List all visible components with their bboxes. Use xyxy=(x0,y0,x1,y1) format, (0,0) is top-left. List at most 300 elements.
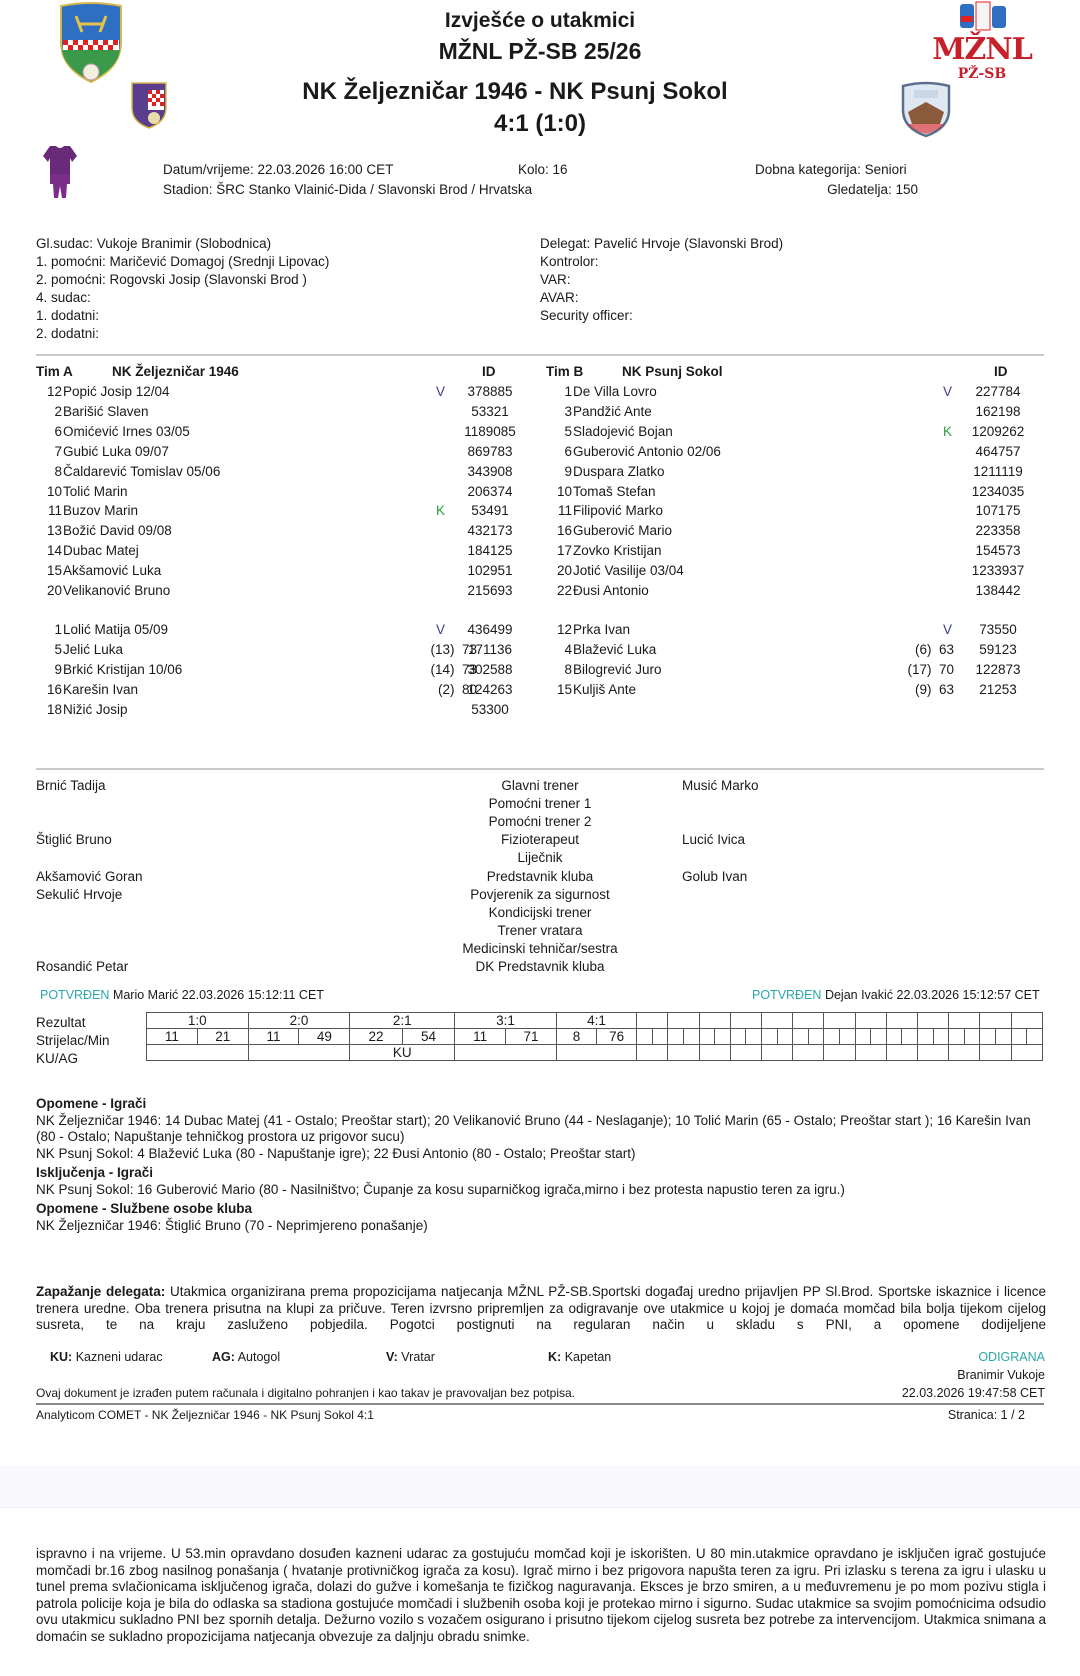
report-title: Izvješće o utakmici xyxy=(444,9,636,32)
player-name: Blažević Luka xyxy=(573,641,657,657)
goal-minute: 76 xyxy=(609,1029,625,1044)
match-category: Dobna kategorija: Seniori xyxy=(755,162,907,177)
match-score: 4:1 (1:0) xyxy=(493,110,587,137)
player-id: 223358 xyxy=(975,523,1021,539)
home-confirmation-detail: Mario Marić 22.03.2026 15:12:11 CET xyxy=(112,988,324,1002)
score-type-cell xyxy=(980,1045,1011,1061)
player-name: Tolić Marin xyxy=(63,483,128,499)
score-type-cell xyxy=(556,1045,636,1061)
player-id: 107175 xyxy=(975,503,1021,519)
goal-minute xyxy=(715,1029,730,1044)
cautions-section xyxy=(36,1096,1046,1234)
match-round: Kolo: 16 xyxy=(518,162,568,177)
player-id: 184125 xyxy=(467,543,513,559)
player-id: 53491 xyxy=(471,503,509,519)
player-id: 1233937 xyxy=(971,563,1025,579)
staff-role: Predstavnik kluba xyxy=(486,868,594,884)
captain-marker: K xyxy=(943,423,953,439)
cautions-players-title: Opomene - Igrači xyxy=(36,1096,147,1111)
score-type-cell xyxy=(147,1045,249,1061)
referee-fourth: 4. sudac: xyxy=(36,290,91,305)
player-name: Đusi Antonio xyxy=(573,583,649,598)
score-result-cell xyxy=(980,1013,1011,1029)
player-id: 869783 xyxy=(467,443,513,459)
page-break xyxy=(0,1465,1080,1508)
team-b-name: NK Psunj Sokol xyxy=(622,364,723,379)
goalkeeper-marker: V xyxy=(943,622,953,637)
player-row xyxy=(0,444,1080,462)
team-b-label: Tim B xyxy=(546,364,584,379)
player-number: 9 xyxy=(54,661,62,677)
player-row xyxy=(0,563,1080,581)
scorer-number: 22 xyxy=(350,1029,402,1044)
goal-minute xyxy=(653,1029,668,1044)
referee-assistant-1: 1. pomoćni: Maričević Domagoj (Srednji Lipovac) xyxy=(36,254,330,269)
goal-minute xyxy=(840,1029,855,1044)
substitution-info: (6) 63 xyxy=(914,641,954,657)
score-row-type xyxy=(147,1045,1043,1061)
referee-additional-1: 1. dodatni: xyxy=(36,308,100,323)
goalkeeper-marker: V xyxy=(436,622,446,637)
player-number: 7 xyxy=(54,443,62,459)
player-number: 8 xyxy=(564,661,572,677)
legend-value: Kazneni udarac xyxy=(75,1350,163,1364)
scorer-number xyxy=(1012,1029,1028,1044)
player-name: Filipović Marko xyxy=(573,503,664,519)
player-name: Božić David 09/08 xyxy=(63,523,172,539)
match-stadium: Stadion: ŠRC Stanko Vlainić-Dida / Slavonski Brod / Hrvatska xyxy=(163,182,533,197)
score-result-cell xyxy=(637,1013,668,1029)
player-number: 20 xyxy=(556,563,572,579)
scorer-number: 11 xyxy=(249,1029,300,1044)
legend-ag xyxy=(212,1350,280,1364)
score-scorer-cell xyxy=(248,1029,350,1045)
delegate: Delegat: Pavelić Hrvoje (Slavonski Brod) xyxy=(540,236,784,251)
score-type-cell xyxy=(455,1045,557,1061)
staff-away-name: Lucić Ivica xyxy=(682,832,746,848)
cautions-players-away: NK Psunj Sokol: 4 Blažević Luka (80 - Napuštanje igre); 22 Đusi Antonio (80 - Ostalo; Preoštar start) xyxy=(36,1145,636,1161)
score-result-cell xyxy=(699,1013,730,1029)
score-scorer-cell xyxy=(730,1029,761,1045)
player-id: 1211119 xyxy=(973,463,1023,479)
score-scorer-cell xyxy=(762,1029,793,1045)
goal-minute xyxy=(996,1029,1011,1044)
score-scorer-cell xyxy=(855,1029,886,1045)
player-name: Pandžić Ante xyxy=(573,403,652,419)
avar: AVAR: xyxy=(540,290,579,305)
score-row-label-scorer: Strijelac/Min xyxy=(36,1033,110,1048)
player-number: 22 xyxy=(556,583,572,598)
player-id: 206374 xyxy=(467,483,513,499)
player-number: 20 xyxy=(46,583,62,598)
player-name: Prka Ivan xyxy=(573,622,631,637)
score-row-label-type: KU/AG xyxy=(36,1051,79,1066)
player-name: Akšamović Luka xyxy=(63,563,162,579)
player-id: 1209262 xyxy=(971,423,1025,439)
legend-v xyxy=(386,1350,435,1364)
player-number: 9 xyxy=(564,463,572,479)
score-result-cell xyxy=(762,1013,793,1029)
delegate-note xyxy=(36,1284,1046,1334)
score-scorer-cell xyxy=(824,1029,855,1045)
player-id: 215693 xyxy=(467,583,513,598)
player-name: Guberović Mario xyxy=(573,523,673,539)
staff-role: DK Predstavnik kluba xyxy=(475,959,605,974)
score-type-cell xyxy=(886,1045,917,1061)
score-result-cell xyxy=(668,1013,699,1029)
player-number: 5 xyxy=(54,641,62,657)
player-name: Duspara Zlatko xyxy=(573,463,665,479)
player-id: 302588 xyxy=(467,661,513,677)
player-row xyxy=(0,384,1080,402)
divider xyxy=(36,354,1044,356)
legend-key: K: xyxy=(548,1350,562,1364)
player-id: 59123 xyxy=(979,641,1017,657)
cautions-officials-title: Opomene - Službene osobe kluba xyxy=(36,1201,253,1216)
delegate-note-text-page-1: Utakmica organizirana prema propozicijama natjecanja MŽNL PŽ-SB.Sportski događaj uredno prijavljen PP Sl.Brod. Sportske iskaznice i licence trenera uredne. Oba trenera prisutna na klupi za pričuve. Teren izvrsno pripremljen za odigravanje ove utakmice u kojoj je domaća momčad bila bolja tijekom cijelog susreta, te na kraju zasluženo pobjedila. Pogotci postignuti na regularan način u skladu s PNI, a opomene dodijeljene xyxy=(36,1284,1046,1332)
score-scorer-cell xyxy=(918,1029,949,1045)
player-name: Kuljiš Ante xyxy=(573,681,637,697)
goal-minute xyxy=(684,1029,699,1044)
staff-home-name: Akšamović Goran xyxy=(36,868,143,884)
score-scorer-cell xyxy=(886,1029,917,1045)
goal-minute: 49 xyxy=(316,1029,332,1044)
divider xyxy=(36,768,1044,770)
cautions-officials-home: NK Željezničar 1946: Štiglić Bruno (70 - Neprimjereno ponašanje) xyxy=(36,1217,428,1233)
goals-table xyxy=(146,1012,1043,1061)
footer-divider xyxy=(36,1403,1044,1405)
disclaimer: Ovaj dokument je izrađen putem računala i digitalno pohranjen i kao takav je pravovaljan bez potpisa. xyxy=(36,1386,575,1400)
scorer-number xyxy=(918,1029,934,1044)
legend-ku xyxy=(50,1350,163,1364)
staff-role: Medicinski tehničar/sestra xyxy=(462,940,618,956)
score-result-cell: 4:1 xyxy=(556,1013,636,1029)
player-name: Velikanović Bruno xyxy=(63,583,171,598)
player-name: Sladojević Bojan xyxy=(573,423,673,439)
player-name: Čaldarević Tomislav 05/06 xyxy=(63,463,221,479)
player-name: Jotić Vasilije 03/04 xyxy=(573,563,684,579)
scorer-number: 8 xyxy=(557,1029,597,1044)
scorer-number xyxy=(980,1029,996,1044)
score-scorer-cell xyxy=(793,1029,824,1045)
player-number: 2 xyxy=(54,403,62,419)
staff-role: Pomoćni trener 1 xyxy=(488,796,592,812)
score-result-cell: 2:1 xyxy=(350,1013,455,1029)
sendoffs-players-away: NK Psunj Sokol: 16 Guberović Mario (80 - Nasilništvo; Čupanje za kosu suparničkog igrača,mirno i bez protesta napustio teren za igru.) xyxy=(36,1181,845,1197)
score-scorer-cell xyxy=(455,1029,557,1045)
player-id: 171136 xyxy=(467,641,513,657)
player-id: 227784 xyxy=(975,384,1021,399)
player-number: 3 xyxy=(564,403,572,419)
goalkeeper-marker: V xyxy=(436,384,446,399)
report-signed-at: 22.03.2026 19:47:58 CET xyxy=(901,1386,1045,1400)
scorer-number: 11 xyxy=(147,1029,198,1044)
player-row xyxy=(0,484,1080,502)
score-row-scorer xyxy=(147,1029,1043,1045)
legend-value: Kapetan xyxy=(564,1350,612,1364)
match-status-badge: ODIGRANA xyxy=(978,1350,1045,1364)
player-name: Gubić Luka 09/07 xyxy=(63,443,169,459)
goal-minute: 71 xyxy=(523,1029,539,1044)
player-id: 53300 xyxy=(471,701,509,717)
score-scorer-cell xyxy=(980,1029,1011,1045)
scorer-number xyxy=(949,1029,965,1044)
team-a-name: NK Željezničar 1946 xyxy=(112,364,239,379)
goal-minute xyxy=(746,1029,761,1044)
scorer-number xyxy=(668,1029,684,1044)
player-name: Zovko Kristijan xyxy=(573,543,662,559)
staff-role: Povjerenik za sigurnost xyxy=(470,886,610,902)
player-row xyxy=(0,424,1080,442)
system-footer: Analyticom COMET - NK Željezničar 1946 - NK Psunj Sokol 4:1 xyxy=(36,1408,374,1422)
home-confirmation-status: POTVRĐEN xyxy=(40,988,110,1002)
score-result-cell: 2:0 xyxy=(248,1013,350,1029)
player-number: 8 xyxy=(54,463,62,479)
staff-home-name: Sekulić Hrvoje xyxy=(36,886,123,902)
referee-assistant-2: 2. pomoćni: Rogovski Josip (Slavonski Brod ) xyxy=(36,272,307,287)
player-number: 16 xyxy=(556,523,572,539)
referee-main: Gl.sudac: Vukoje Branimir (Slobodnica) xyxy=(36,236,272,251)
score-type-cell xyxy=(730,1045,761,1061)
report-signer: Branimir Vukoje xyxy=(957,1368,1045,1382)
player-row xyxy=(0,404,1080,422)
staff-role: Trener vratara xyxy=(497,922,583,938)
player-row xyxy=(0,662,1080,680)
player-id: 154573 xyxy=(975,543,1021,559)
score-result-cell xyxy=(824,1013,855,1029)
scorer-number xyxy=(700,1029,716,1044)
goal-minute xyxy=(1027,1029,1042,1044)
player-number: 12 xyxy=(556,622,572,637)
score-scorer-cell xyxy=(699,1029,730,1045)
league-logo-subtext: PŽ-SB xyxy=(957,66,1007,82)
player-number: 4 xyxy=(564,641,572,657)
goal-minute: 21 xyxy=(215,1029,231,1044)
player-name: Guberović Antonio 02/06 xyxy=(573,443,721,459)
staff-home-name: Rosandić Petar xyxy=(36,959,129,974)
player-id: 1189085 xyxy=(464,423,516,439)
staff-role: Fizioterapeut xyxy=(500,832,580,848)
player-name: Dubac Matej xyxy=(63,543,139,559)
score-row-label-result: Rezultat xyxy=(36,1015,86,1030)
legend-key: V: xyxy=(386,1350,398,1364)
player-name: Nižić Josip xyxy=(63,701,128,717)
player-id: 343908 xyxy=(467,463,513,479)
staff-role: Glavni trener xyxy=(501,778,579,793)
goal-minute xyxy=(902,1029,917,1044)
player-id: 73550 xyxy=(979,622,1017,637)
staff-home-name: Brnić Tadija xyxy=(36,778,106,793)
staff-role: Liječnik xyxy=(517,850,563,866)
substitution-info: (13) 73 xyxy=(430,641,477,657)
score-type-cell xyxy=(855,1045,886,1061)
score-type-cell xyxy=(1011,1045,1042,1061)
scorer-number xyxy=(762,1029,778,1044)
match-spectators: Gledatelja: 150 xyxy=(827,182,918,197)
legend-key: KU: xyxy=(50,1350,73,1364)
goal-minute xyxy=(934,1029,949,1044)
substitution-info: (2) 80 xyxy=(437,681,477,697)
player-row xyxy=(0,523,1080,541)
player-name: Bilogrević Juro xyxy=(573,661,662,677)
player-row xyxy=(0,702,1080,720)
page-number: Stranica: 1 / 2 xyxy=(947,1408,1025,1422)
scorer-number xyxy=(793,1029,809,1044)
away-confirmation-detail: Dejan Ivakić 22.03.2026 15:12:57 CET xyxy=(824,988,1040,1002)
player-name: Omićević Irnes 03/05 xyxy=(63,423,190,439)
player-name: Lolić Matija 05/09 xyxy=(63,622,169,637)
goal-minute xyxy=(778,1029,793,1044)
competition-title: MŽNL PŽ-SB 25/26 xyxy=(438,38,642,64)
player-number: 15 xyxy=(46,563,62,579)
staff-away-name: Golub Ivan xyxy=(682,868,748,884)
delegate-note-label: Zapažanje delegata: xyxy=(36,1284,166,1299)
player-number: 15 xyxy=(556,681,572,697)
player-row xyxy=(0,543,1080,561)
player-id: 436499 xyxy=(467,622,513,637)
player-id: 53321 xyxy=(471,403,509,419)
staff-role: Kondicijski trener xyxy=(488,904,592,920)
score-type-cell xyxy=(637,1045,668,1061)
substitution-info: (14) 73 xyxy=(430,661,477,677)
player-name: Buzov Marin xyxy=(63,503,139,519)
score-result-cell xyxy=(1011,1013,1042,1029)
player-id: 124263 xyxy=(467,681,513,697)
player-row xyxy=(0,583,1080,601)
player-number: 18 xyxy=(46,701,62,717)
delegate-note-continued: ispravno i na vrijeme. U 53.min opravdano dosuđen kazneni udarac za gostujuću momčad koji je iskorišten. U 80 min.utakmice opravdano je isključen igrač gostujuće momčadi br.16 zbog nasilnog ponašanja ( hvatanje protivničkog igrača za kosu). Igrač mirno i bez prigovora napušta teren za igru. Pri izlasku s terena za igru i ulasku u tunel prema svlačionicama isključenog igrača, dolazi do gužve i komešanja te fizičkog naguravanja. Eksces je brzo smiren, a u međuvremenu je po mom pozivu stigla i patrola policije koja je bila do odlaska sa stadiona gostujuće momčadi i službenih osoba koji je protekao mirno i sigurno. Sudac utakmice sa svojim pomoćnicima odsudio ovu utakmicu sukladno PNI bez spornih detalja. Dežurno vozilo s vozačem osigurano i prisutno tijekom cijelog susreta bez potrebe za intervencijom. Utakmica snimana a domaćin se sukladno propozicijama natjecanja obvezuje za daljnju obradu snimke. xyxy=(36,1546,1046,1644)
score-type-cell xyxy=(762,1045,793,1061)
var: VAR: xyxy=(540,272,571,287)
scorer-number: 11 xyxy=(455,1029,506,1044)
away-confirmation xyxy=(752,988,1040,1002)
legend-value: Vratar xyxy=(401,1350,435,1364)
player-number: 6 xyxy=(54,423,62,439)
score-result-cell: 1:0 xyxy=(147,1013,249,1029)
team-a-id-header: ID xyxy=(482,364,496,379)
player-id: 378885 xyxy=(467,384,513,399)
score-result-cell xyxy=(918,1013,949,1029)
score-type-cell xyxy=(248,1045,350,1061)
player-number: 12 xyxy=(46,384,62,399)
player-name: Tomaš Stefan xyxy=(573,483,656,499)
score-scorer-cell xyxy=(556,1029,636,1045)
player-id: 122873 xyxy=(975,661,1021,677)
score-type-cell xyxy=(699,1045,730,1061)
player-name: Jelić Luka xyxy=(63,641,124,657)
player-number: 10 xyxy=(556,483,572,499)
player-name: De Villa Lovro xyxy=(573,384,657,399)
league-logo-text: MŽNL xyxy=(932,32,1032,67)
player-row xyxy=(0,464,1080,482)
score-scorer-cell xyxy=(350,1029,455,1045)
score-result-cell xyxy=(855,1013,886,1029)
legend-value: Autogol xyxy=(237,1350,281,1364)
player-number: 11 xyxy=(557,503,572,519)
goalkeeper-marker: V xyxy=(943,384,953,399)
legend-key: AG: xyxy=(212,1350,235,1364)
score-type-cell: KU xyxy=(350,1045,455,1061)
player-id: 138442 xyxy=(975,583,1021,598)
score-type-cell xyxy=(918,1045,949,1061)
goal-minute xyxy=(965,1029,980,1044)
player-number: 13 xyxy=(46,523,62,539)
score-type-cell xyxy=(793,1045,824,1061)
player-name: Karešin Ivan xyxy=(63,681,139,697)
score-row-result xyxy=(147,1013,1043,1029)
player-id: 102951 xyxy=(467,563,513,579)
substitution-info: (9) 63 xyxy=(914,681,954,697)
goal-minute xyxy=(871,1029,886,1044)
player-row xyxy=(0,642,1080,660)
cautions-players-home: NK Željezničar 1946: 14 Dubac Matej (41 - Ostalo; Preoštar start); 20 Velikanović Bruno (44 - Neslaganje); 10 Tolić Marin (65 - Ostalo; Preoštar start ); 16 Karešin Ivan (80 - Ostalo; Napuštanje tehničkog prostora uz prigovor sucu) xyxy=(36,1112,1031,1144)
player-number: 6 xyxy=(564,443,572,459)
player-number: 10 xyxy=(46,483,62,499)
player-row xyxy=(0,622,1080,640)
score-scorer-cell xyxy=(1011,1029,1042,1045)
staff-role: Pomoćni trener 2 xyxy=(488,814,592,830)
score-result-cell: 3:1 xyxy=(455,1013,557,1029)
score-result-cell xyxy=(886,1013,917,1029)
player-number: 5 xyxy=(564,423,572,439)
player-number: 16 xyxy=(46,681,62,697)
player-number: 11 xyxy=(47,503,62,519)
captain-marker: K xyxy=(436,503,446,519)
scorer-number xyxy=(824,1029,840,1044)
player-number: 14 xyxy=(46,543,62,559)
staff-home-name: Štiglić Bruno xyxy=(36,832,112,848)
security-officer: Security officer: xyxy=(540,308,633,323)
score-type-cell xyxy=(668,1045,699,1061)
goal-minute: 54 xyxy=(420,1029,437,1044)
player-id: 1234035 xyxy=(971,483,1025,499)
team-a-label: Tim A xyxy=(36,364,73,379)
score-type-cell xyxy=(949,1045,980,1061)
player-id: 432173 xyxy=(467,523,513,539)
match-title: NK Željezničar 1946 - NK Psunj Sokol xyxy=(302,78,728,105)
match-datetime: Datum/vrijeme: 22.03.2026 16:00 CET xyxy=(163,162,394,177)
player-number: 17 xyxy=(556,543,572,559)
player-id: 464757 xyxy=(975,443,1021,459)
sendoffs-players-title: Isključenja - Igrači xyxy=(36,1165,154,1180)
player-name: Brkić Kristijan 10/06 xyxy=(63,661,183,677)
score-result-cell xyxy=(949,1013,980,1029)
scorer-number xyxy=(856,1029,872,1044)
staff-away-name: Musić Marko xyxy=(682,778,759,793)
player-id: 162198 xyxy=(975,403,1021,419)
player-row xyxy=(0,682,1080,700)
scorer-number xyxy=(731,1029,747,1044)
player-number: 1 xyxy=(54,622,62,637)
score-scorer-cell xyxy=(147,1029,249,1045)
score-type-cell xyxy=(824,1045,855,1061)
score-result-cell xyxy=(730,1013,761,1029)
goal-minute xyxy=(809,1029,824,1044)
away-confirmation-status: POTVRĐEN xyxy=(752,988,822,1002)
legend-k xyxy=(548,1350,611,1364)
player-name: Barišić Slaven xyxy=(63,403,149,419)
score-scorer-cell xyxy=(637,1029,668,1045)
player-name: Popić Josip 12/04 xyxy=(63,384,170,399)
score-result-cell xyxy=(793,1013,824,1029)
player-id: 21253 xyxy=(979,681,1017,697)
scorer-number xyxy=(637,1029,653,1044)
team-b-id-header: ID xyxy=(994,364,1008,379)
player-row xyxy=(0,503,1080,521)
home-kit-icon xyxy=(42,144,78,200)
controller: Kontrolor: xyxy=(540,254,599,269)
score-scorer-cell xyxy=(949,1029,980,1045)
